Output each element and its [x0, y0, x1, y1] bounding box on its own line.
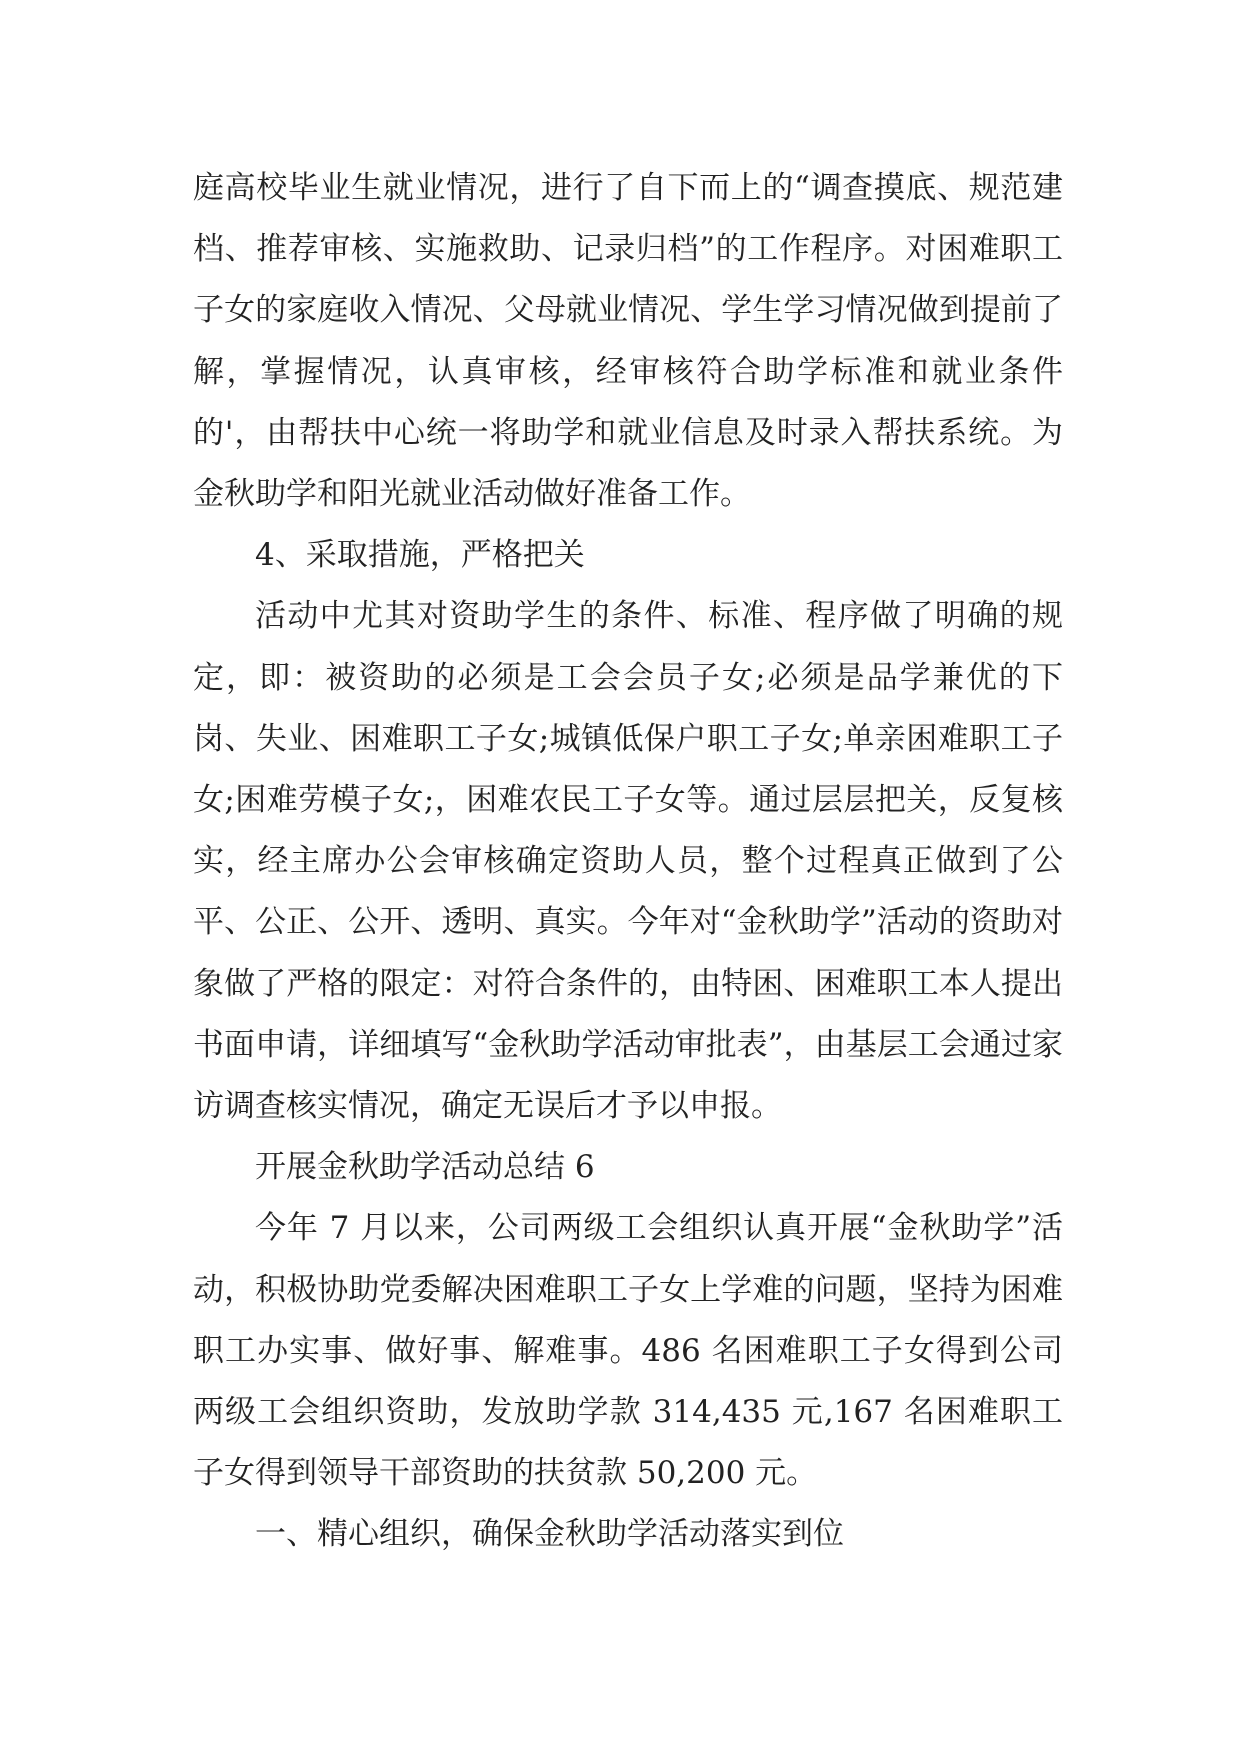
document-body — [193, 158, 1063, 1566]
paragraph-continuation: 庭高校毕业生就业情况，进行了自下而上的“调查摸底、规范建档、推荐审核、实施救助、记录归档”的工作程序。对困难职工子女的家庭收入情况、父母就业情况、学生学习情况做到提前了解，掌握情况，认真审核，经审核符合助学标准和就业条件的'，由帮扶中心统一将助学和就业信息及时录入帮扶系统。为金秋助学和阳光就业活动做好准备工作。 — [193, 170, 1063, 513]
paragraph-summary-intro: 今年 7 月以来，公司两级工会组织认真开展“金秋助学”活动，积极协助党委解决困难职工子女上学难的问题，坚持为困难职工办实事、做好事、解难事。486 名困难职工子女得到公司两级工会组织资助，发放助学款 314,435 元,167 名困难职工子女得到领导干部资助的扶贫款 50,200 元。 — [193, 1210, 1063, 1492]
section-heading-organize: 一、精心组织，确保金秋助学活动落实到位 — [255, 1516, 844, 1553]
paragraph-eligibility: 活动中尤其对资助学生的条件、标准、程序做了明确的规定，即：被资助的必须是工会会员子女;必须是品学兼优的下岗、失业、困难职工子女;城镇低保户职工子女;单亲困难职工子女;困难劳模子女;，困难农民工子女等。通过层层把关，反复核实，经主席办公会审核确定资助人员，整个过程真正做到了公平、公正、公开、透明、真实。今年对“金秋助学”活动的资助对象做了严格的限定：对符合条件的，由特困、困难职工本人提出书面申请，详细填写“金秋助学活动审批表”，由基层工会通过家访调查核实情况，确定无误后才予以申报。 — [193, 598, 1063, 1125]
section-heading-measures: 4、采取措施，严格把关 — [255, 537, 585, 574]
section-heading-summary-6: 开展金秋助学活动总结 6 — [255, 1149, 595, 1186]
